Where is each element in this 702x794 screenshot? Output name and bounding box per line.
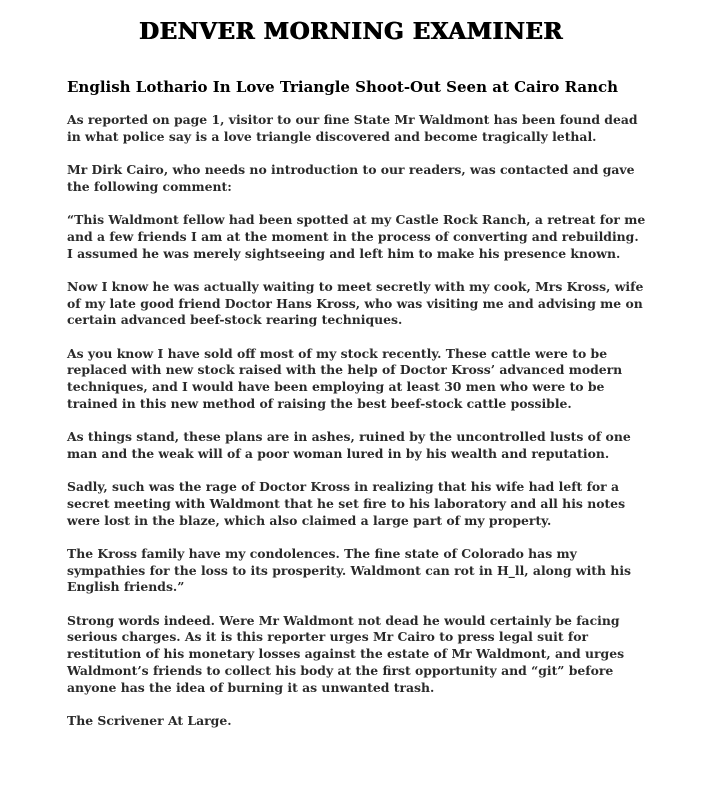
article-paragraph: Strong words indeed. Were Mr Waldmont not dead he would certainly be facing serious charges. As it is this reporter urges Mr Cairo to press legal suit for restitution of his monetary losses against the estate of Mr Waldmont, and urges Waldmont’s friends to collect his body at the first opportunity and “git” before anyone has the idea of burning it as unwanted trash.	[67, 612, 625, 695]
article-paragraph: “This Waldmont fellow had been spotted at my Castle Rock Ranch, a retreat for me and a few friends I am at the moment in the process of converting and rebuilding. I assumed he was merely sightseeing and left him to make his presence known.	[67, 211, 646, 261]
article-body	[67, 112, 647, 746]
article-paragraph: As you know I have sold off most of my stock recently. These cattle were to be replaced with new stock raised with the help of Doctor Kross’ advanced modern techniques, and I would have been employing at least 30 men who were to be trained in this new method of raising the best beef-stock cattle possible.	[67, 345, 623, 411]
newspaper-masthead: DENVER MORNING EXAMINER	[139, 18, 563, 45]
article-paragraph: As reported on page 1, visitor to our fine State Mr Waldmont has been found dead in what police say is a love triangle discovered and become tragically lethal.	[67, 112, 638, 144]
article-paragraph: The Kross family have my condolences. The fine state of Colorado has my sympathies for the loss to its prosperity. Waldmont can rot in H_ll, along with his English friends.”	[67, 545, 632, 595]
article-byline: The Scrivener At Large.	[67, 713, 232, 729]
article-paragraph: Now I know he was actually waiting to meet secretly with my cook, Mrs Kross, wife of my late good friend Doctor Hans Kross, who was visiting me and advising me on certain advanced beef-stock rearing techniques.	[67, 278, 644, 328]
article-headline: English Lothario In Love Triangle Shoot-Out Seen at Cairo Ranch	[67, 78, 619, 96]
article-paragraph: Sadly, such was the rage of Doctor Kross in realizing that his wife had left for a secret meeting with Waldmont that he set fire to his laboratory and all his notes were lost in the blaze, which also claimed a large part of my property.	[67, 479, 626, 528]
article-paragraph: As things stand, these plans are in ashes, ruined by the uncontrolled lusts of one man and the weak will of a poor woman lured in by his wealth and reputation.	[67, 429, 631, 461]
article-paragraph: Mr Dirk Cairo, who needs no introduction to our readers, was contacted and gave the following comment:	[67, 161, 635, 194]
